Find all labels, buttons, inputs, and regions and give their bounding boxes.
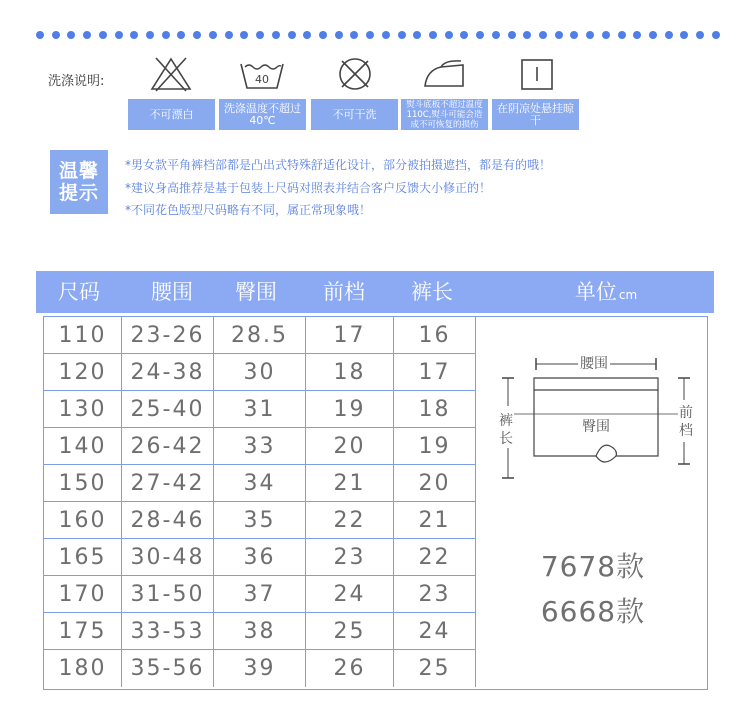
size-cell: 130	[44, 391, 122, 428]
tips-list	[125, 154, 551, 222]
size-cell: 165	[44, 539, 122, 576]
hip-cell: 38	[214, 613, 306, 650]
care-label-wash-temp: 洗涤温度不超过40℃	[219, 99, 306, 130]
length-cell: 18	[394, 391, 476, 428]
divider-dot	[523, 31, 531, 39]
hip-cell: 36	[214, 539, 306, 576]
waist-cell: 31-50	[122, 576, 214, 613]
style-code: 6668款	[540, 595, 646, 628]
divider-dot	[162, 31, 170, 39]
length-cell: 24	[394, 613, 476, 650]
divider-dot	[193, 31, 201, 39]
header-front-rise: 前档	[323, 280, 365, 304]
divider-dot	[539, 31, 547, 39]
header-unit-label: 单位	[574, 280, 617, 304]
divider-dot	[460, 31, 468, 39]
divider-dot	[680, 31, 688, 39]
header-unit	[516, 271, 696, 313]
divider-dot	[429, 31, 437, 39]
tip-line: *不同花色版型尺码略有不同，属正常现象哦！	[125, 203, 372, 217]
front-rise-cell: 19	[306, 391, 394, 428]
hip-cell: 39	[214, 650, 306, 687]
hip-cell: 31	[214, 391, 306, 428]
diagram-hip-label: 臀围	[582, 419, 610, 435]
diagram-rise-label: 前档	[679, 405, 693, 439]
wash-instructions-label: 洗涤说明:	[48, 74, 105, 89]
care-label-no-bleach: 不可漂白	[128, 99, 215, 130]
waist-cell: 24-38	[122, 354, 214, 391]
size-table-header	[36, 271, 714, 313]
iron-icon	[421, 56, 467, 92]
hip-cell: 30	[214, 354, 306, 391]
divider-dot	[256, 31, 264, 39]
divider-dot	[665, 31, 673, 39]
header-unit-cm: cm	[618, 288, 638, 302]
divider-dot	[319, 31, 327, 39]
divider-dot	[350, 31, 358, 39]
divider-dot	[303, 31, 311, 39]
hip-cell: 37	[214, 576, 306, 613]
length-cell: 20	[394, 465, 476, 502]
divider-dot	[177, 31, 185, 39]
hip-cell: 34	[214, 465, 306, 502]
tip-line: *建议身高推荐是基于包装上尺码对照表并结合客户反馈大小修正的！	[125, 180, 492, 195]
divider-dot	[602, 31, 610, 39]
divider-dot	[555, 31, 563, 39]
front-rise-cell: 21	[306, 465, 394, 502]
divider-dot	[67, 31, 75, 39]
shorts-diagram	[498, 354, 698, 504]
divider-dot	[633, 31, 641, 39]
size-cell: 170	[44, 576, 122, 613]
waist-cell: 28-46	[122, 502, 214, 539]
length-cell: 22	[394, 539, 476, 576]
diagram-length-label: 裤长	[499, 413, 513, 447]
divider-dot	[130, 31, 138, 39]
length-cell: 16	[394, 317, 476, 354]
no-dryclean-icon	[332, 56, 378, 92]
tip-line: *男女款平角裤档部都是凸出式特殊舒适化设计，部分被拍摄遮挡，都是有的哦！	[125, 158, 552, 172]
length-cell: 23	[394, 576, 476, 613]
divider-dot	[240, 31, 248, 39]
care-label-line-dry: 在阴凉处悬挂晾干	[492, 99, 579, 130]
divider-dot	[272, 31, 280, 39]
care-label-iron: 熨斗底板不超过温度110C,熨斗可能会造成不可恢复的损伤	[401, 99, 488, 130]
waist-cell: 27-42	[122, 465, 214, 502]
waist-cell: 33-53	[122, 613, 214, 650]
header-length: 裤长	[411, 280, 453, 304]
divider-dot	[115, 31, 123, 39]
size-cell: 120	[44, 354, 122, 391]
divider-dot	[36, 31, 44, 39]
divider-dot	[225, 31, 233, 39]
size-cell: 150	[44, 465, 122, 502]
care-label-no-dryclean: 不可干洗	[311, 99, 398, 130]
waist-cell: 26-42	[122, 428, 214, 465]
dotted-divider	[36, 29, 720, 41]
front-rise-cell: 18	[306, 354, 394, 391]
front-rise-cell: 23	[306, 539, 394, 576]
divider-dot	[209, 31, 217, 39]
front-rise-cell: 22	[306, 502, 394, 539]
divider-dot	[618, 31, 626, 39]
diagram-waist-label: 腰围	[580, 356, 608, 372]
front-rise-cell: 26	[306, 650, 394, 687]
style-code: 7678款	[540, 550, 646, 583]
waist-cell: 35-56	[122, 650, 214, 687]
size-table	[43, 316, 708, 690]
size-cell: 160	[44, 502, 122, 539]
divider-dot	[83, 31, 91, 39]
line-dry-icon	[514, 56, 560, 92]
no-bleach-icon	[148, 56, 194, 92]
divider-dot	[696, 31, 704, 39]
divider-dot	[413, 31, 421, 39]
hip-cell: 35	[214, 502, 306, 539]
wash-40-icon	[239, 56, 285, 92]
divider-dot	[570, 31, 578, 39]
size-cell: 140	[44, 428, 122, 465]
divider-dot	[445, 31, 453, 39]
divider-dot	[146, 31, 154, 39]
divider-dot	[398, 31, 406, 39]
divider-dot	[476, 31, 484, 39]
waist-cell: 25-40	[122, 391, 214, 428]
divider-dot	[99, 31, 107, 39]
length-cell: 25	[394, 650, 476, 687]
divider-dot	[382, 31, 390, 39]
divider-dot	[52, 31, 60, 39]
size-cell: 175	[44, 613, 122, 650]
hip-cell: 33	[214, 428, 306, 465]
length-cell: 17	[394, 354, 476, 391]
divider-dot	[712, 31, 720, 39]
header-waist: 腰围	[151, 280, 193, 304]
front-rise-cell: 25	[306, 613, 394, 650]
waist-cell: 23-26	[122, 317, 214, 354]
tips-badge	[50, 150, 108, 214]
front-rise-cell: 20	[306, 428, 394, 465]
waist-cell: 30-48	[122, 539, 214, 576]
divider-dot	[586, 31, 594, 39]
tips-badge-text: 温馨提示	[58, 160, 99, 204]
divider-dot	[508, 31, 516, 39]
size-cell: 110	[44, 317, 122, 354]
wash-temp-text: 40	[255, 73, 269, 86]
divider-dot	[492, 31, 500, 39]
header-hip: 臀围	[235, 280, 277, 304]
divider-dot	[335, 31, 343, 39]
size-cell: 180	[44, 650, 122, 687]
length-cell: 21	[394, 502, 476, 539]
header-size: 尺码	[58, 280, 100, 304]
length-cell: 19	[394, 428, 476, 465]
front-rise-cell: 24	[306, 576, 394, 613]
divider-dot	[366, 31, 374, 39]
divider-dot	[649, 31, 657, 39]
divider-dot	[288, 31, 296, 39]
front-rise-cell: 17	[306, 317, 394, 354]
hip-cell: 28.5	[214, 317, 306, 354]
